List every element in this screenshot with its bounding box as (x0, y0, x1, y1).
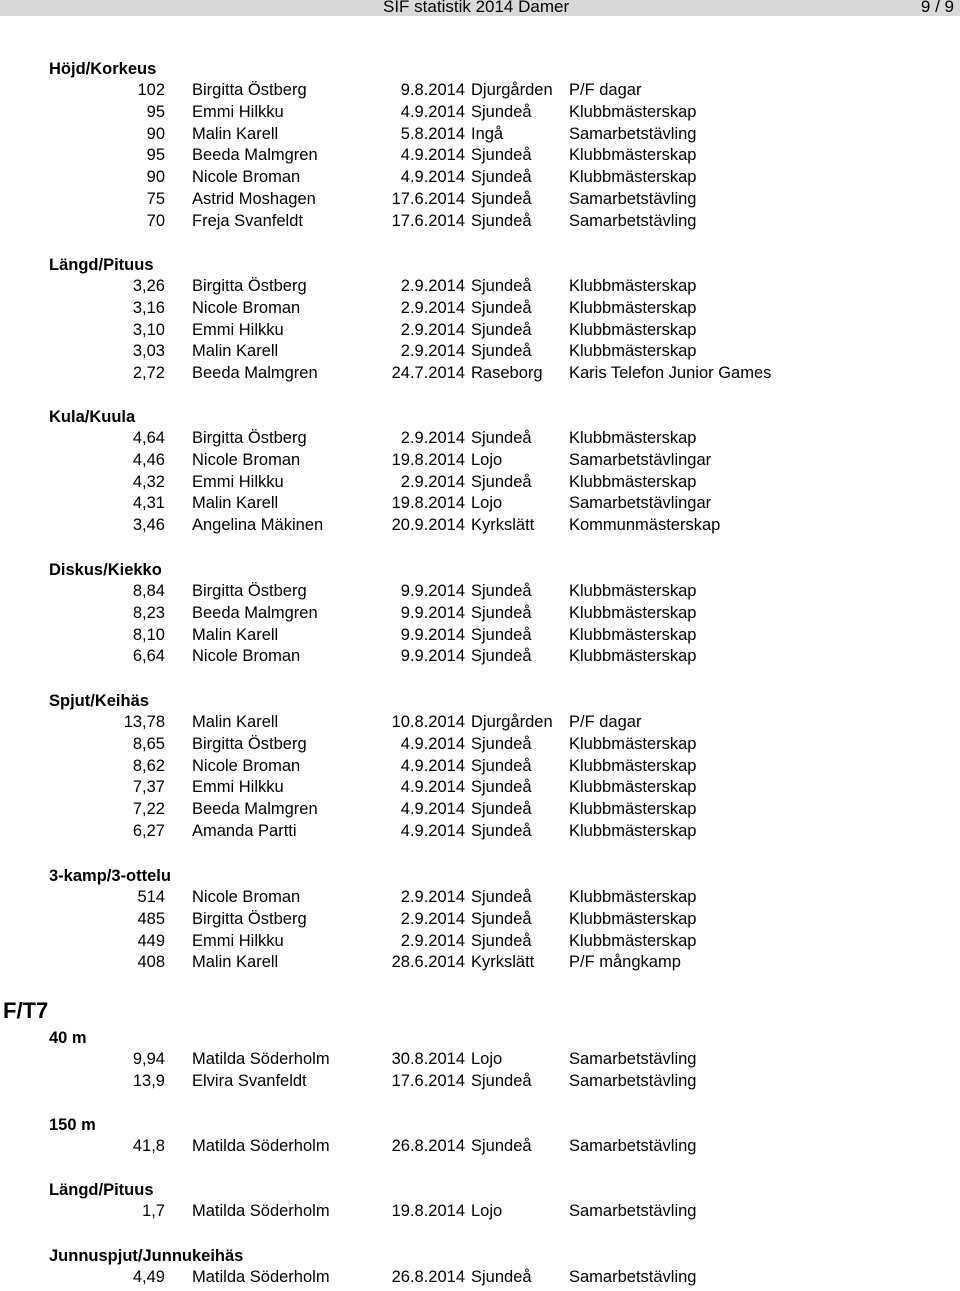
athlete-name: Birgitta Östberg (192, 734, 307, 753)
result-row (49, 167, 929, 189)
result-place: Lojo (471, 1050, 503, 1068)
result-place: Sjundeå (471, 734, 532, 753)
section (49, 690, 929, 843)
result-place: Sjundeå (471, 320, 532, 339)
event-name: Klubbmästerskap (569, 888, 697, 906)
result-place: Lojo (471, 494, 503, 513)
result-value: 8,62 (132, 756, 165, 775)
event-name: Samarbetstävling (569, 211, 697, 230)
result-value: 4,46 (132, 450, 165, 469)
section (49, 406, 929, 537)
section-title: 150 m (49, 1116, 96, 1134)
result-place: Sjundeå (471, 778, 532, 797)
result-place: Sjundeå (471, 298, 532, 317)
result-row (49, 298, 929, 320)
event-name: P/F mångkamp (569, 953, 681, 972)
athlete-name: Amanda Partti (192, 821, 297, 840)
event-name: Samarbetstävling (569, 1202, 697, 1220)
result-value: 4,64 (132, 429, 165, 447)
athlete-name: Angelina Mäkinen (192, 516, 324, 535)
athlete-name: Freja Svanfeldt (192, 211, 303, 230)
event-name: Samarbetstävling (569, 189, 697, 208)
result-date: 2.9.2014 (400, 298, 465, 317)
result-value: 485 (137, 909, 165, 928)
result-row (49, 276, 929, 298)
event-name: Klubbmästerskap (569, 102, 697, 121)
section (49, 58, 929, 233)
event-name: Samarbetstävling (569, 1137, 697, 1155)
athlete-name: Beeda Malmgren (192, 800, 318, 819)
result-date: 2.9.2014 (400, 909, 465, 928)
result-value: 3,16 (132, 298, 165, 317)
result-value: 41,8 (132, 1137, 165, 1155)
result-row (49, 931, 929, 953)
result-value: 6,64 (132, 647, 165, 666)
result-place: Lojo (471, 450, 503, 469)
athlete-name: Malin Karell (192, 342, 279, 361)
result-value: 3,46 (132, 516, 165, 535)
section (49, 1245, 929, 1289)
section (49, 1027, 929, 1093)
result-value: 95 (146, 102, 165, 121)
event-name: Klubbmästerskap (569, 647, 697, 666)
event-name: Samarbetstävlingar (569, 494, 712, 513)
result-value: 90 (146, 124, 165, 143)
result-row (49, 821, 929, 843)
event-name: Klubbmästerskap (569, 168, 697, 187)
result-date: 9.9.2014 (400, 582, 465, 600)
event-name: Samarbetstävling (569, 1071, 697, 1090)
result-date: 30.8.2014 (391, 1050, 465, 1068)
section-title: Diskus/Kiekko (49, 561, 162, 579)
section (49, 1114, 929, 1158)
athlete-name: Birgitta Östberg (192, 429, 307, 447)
athlete-name: Birgitta Östberg (192, 81, 307, 99)
section (49, 1179, 929, 1223)
result-date: 2.9.2014 (400, 320, 465, 339)
event-name: Klubbmästerskap (569, 603, 697, 622)
result-value: 8,65 (132, 734, 165, 753)
result-place: Kyrkslätt (471, 516, 535, 535)
event-name: Klubbmästerskap (569, 931, 697, 950)
result-place: Kyrkslätt (471, 953, 535, 972)
result-date: 19.8.2014 (391, 494, 465, 513)
section-title: 3-kamp/3-ottelu (49, 867, 171, 885)
section-title: 40 m (49, 1029, 87, 1047)
result-value: 75 (146, 189, 165, 208)
result-date: 10.8.2014 (391, 713, 465, 731)
result-row (49, 363, 929, 385)
result-value: 7,37 (132, 778, 165, 797)
result-value: 449 (137, 931, 165, 950)
result-date: 4.9.2014 (400, 734, 465, 753)
event-name: Klubbmästerskap (569, 778, 697, 797)
result-date: 9.9.2014 (400, 647, 465, 666)
result-row (49, 625, 929, 647)
athlete-name: Nicole Broman (192, 647, 301, 666)
event-name: Klubbmästerskap (569, 625, 697, 644)
result-date: 9.8.2014 (400, 81, 465, 99)
result-row (49, 581, 929, 603)
result-row (49, 80, 929, 102)
event-name: Samarbetstävlingar (569, 450, 712, 469)
result-row (49, 909, 929, 931)
result-place: Djurgården (471, 81, 553, 99)
result-row (49, 211, 929, 233)
athlete-name: Nicole Broman (192, 450, 301, 469)
section (49, 865, 929, 974)
page-number: 9 / 9 (920, 0, 954, 16)
result-date: 2.9.2014 (400, 888, 465, 906)
result-date: 28.6.2014 (391, 953, 465, 972)
event-name: Klubbmästerskap (569, 298, 697, 317)
result-date: 20.9.2014 (391, 516, 465, 535)
result-place: Sjundeå (471, 1268, 532, 1286)
result-date: 5.8.2014 (400, 124, 465, 143)
result-place: Sjundeå (471, 909, 532, 928)
result-place: Lojo (471, 1202, 503, 1220)
result-value: 4,31 (132, 494, 165, 513)
result-row (49, 145, 929, 167)
result-place: Sjundeå (471, 146, 532, 165)
athlete-name: Matilda Söderholm (192, 1268, 330, 1286)
result-value: 6,27 (132, 821, 165, 840)
result-place: Sjundeå (471, 1137, 532, 1155)
result-date: 26.8.2014 (391, 1137, 465, 1155)
result-place: Sjundeå (471, 102, 532, 121)
result-value: 7,22 (132, 800, 165, 819)
athlete-name: Emmi Hilkku (192, 102, 284, 121)
athlete-name: Nicole Broman (192, 888, 301, 906)
result-row (49, 124, 929, 146)
result-date: 4.9.2014 (400, 146, 465, 165)
result-place: Sjundeå (471, 582, 532, 600)
result-value: 70 (146, 211, 165, 230)
result-value: 408 (137, 953, 165, 972)
athlete-name: Beeda Malmgren (192, 146, 318, 165)
athlete-name: Emmi Hilkku (192, 931, 284, 950)
athlete-name: Emmi Hilkku (192, 320, 284, 339)
result-place: Sjundeå (471, 211, 532, 230)
result-date: 4.9.2014 (400, 821, 465, 840)
result-row (49, 734, 929, 756)
section-title: Kula/Kuula (49, 408, 136, 426)
athlete-name: Matilda Söderholm (192, 1137, 330, 1155)
result-row (49, 1267, 929, 1289)
result-value: 9,94 (132, 1050, 165, 1068)
result-row (49, 428, 929, 450)
event-name: Klubbmästerskap (569, 277, 697, 295)
result-value: 3,03 (132, 342, 165, 361)
event-name: Kommunmästerskap (569, 516, 721, 535)
event-name: Klubbmästerskap (569, 146, 697, 165)
result-row (49, 952, 929, 974)
athlete-name: Malin Karell (192, 953, 279, 972)
result-value: 4,49 (132, 1268, 165, 1286)
result-value: 95 (146, 146, 165, 165)
section-title: Spjut/Keihäs (49, 692, 149, 710)
section-title: Junnuspjut/Junnukeihäs (49, 1247, 244, 1265)
result-row (49, 646, 929, 668)
athlete-name: Malin Karell (192, 625, 279, 644)
athlete-name: Birgitta Östberg (192, 909, 307, 928)
result-date: 2.9.2014 (400, 472, 465, 491)
result-date: 17.6.2014 (391, 211, 465, 230)
result-value: 1,7 (142, 1202, 165, 1220)
event-name: Klubbmästerskap (569, 320, 697, 339)
result-place: Sjundeå (471, 625, 532, 644)
result-place: Ingå (471, 124, 504, 143)
result-place: Djurgården (471, 713, 553, 731)
result-value: 8,84 (132, 582, 165, 600)
page-header (0, 0, 960, 16)
result-row (49, 1136, 929, 1158)
group-label: F/T7 (3, 998, 49, 1023)
result-place: Sjundeå (471, 429, 532, 447)
athlete-name: Matilda Söderholm (192, 1050, 330, 1068)
result-date: 2.9.2014 (400, 429, 465, 447)
event-name: Samarbetstävling (569, 1050, 697, 1068)
event-name: Klubbmästerskap (569, 800, 697, 819)
result-date: 2.9.2014 (400, 342, 465, 361)
result-date: 17.6.2014 (391, 1071, 465, 1090)
result-date: 4.9.2014 (400, 168, 465, 187)
athlete-name: Emmi Hilkku (192, 778, 284, 797)
athlete-name: Birgitta Östberg (192, 277, 307, 295)
result-place: Sjundeå (471, 168, 532, 187)
result-value: 514 (137, 888, 165, 906)
result-row (49, 887, 929, 909)
result-value: 13,9 (132, 1071, 165, 1090)
event-name: Samarbetstävling (569, 1268, 697, 1286)
result-place: Sjundeå (471, 1071, 532, 1090)
section-title: Höjd/Korkeus (49, 60, 157, 78)
result-value: 2,72 (132, 364, 165, 383)
result-date: 4.9.2014 (400, 778, 465, 797)
event-name: Klubbmästerskap (569, 756, 697, 775)
result-place: Sjundeå (471, 800, 532, 819)
result-row (49, 341, 929, 363)
event-name: Klubbmästerskap (569, 909, 697, 928)
result-date: 24.7.2014 (391, 364, 465, 383)
result-date: 4.9.2014 (400, 102, 465, 121)
result-row (49, 799, 929, 821)
result-row (49, 1071, 929, 1093)
result-row (49, 493, 929, 515)
result-date: 26.8.2014 (391, 1268, 465, 1286)
result-date: 19.8.2014 (391, 450, 465, 469)
result-value: 102 (137, 81, 165, 99)
athlete-name: Emmi Hilkku (192, 472, 284, 491)
result-value: 8,23 (132, 603, 165, 622)
page-title: SIF statistik 2014 Damer (383, 0, 570, 16)
section-title: Längd/Pituus (49, 256, 154, 274)
result-value: 90 (146, 168, 165, 187)
result-row (49, 756, 929, 778)
result-date: 2.9.2014 (400, 931, 465, 950)
result-row (49, 1049, 929, 1071)
athlete-name: Elvira Svanfeldt (192, 1071, 307, 1090)
result-row (49, 472, 929, 494)
result-row (49, 450, 929, 472)
result-row (49, 102, 929, 124)
event-name: Klubbmästerskap (569, 821, 697, 840)
event-name: Klubbmästerskap (569, 429, 697, 447)
result-place: Sjundeå (471, 603, 532, 622)
event-name: Karis Telefon Junior Games (569, 364, 772, 383)
event-name: Klubbmästerskap (569, 582, 697, 600)
result-date: 9.9.2014 (400, 603, 465, 622)
result-date: 4.9.2014 (400, 800, 465, 819)
result-value: 8,10 (132, 625, 165, 644)
event-name: Klubbmästerskap (569, 342, 697, 361)
event-name: Klubbmästerskap (569, 472, 697, 491)
result-place: Sjundeå (471, 342, 532, 361)
athlete-name: Nicole Broman (192, 298, 301, 317)
athlete-name: Nicole Broman (192, 168, 301, 187)
section-title: Längd/Pituus (49, 1181, 154, 1199)
result-place: Raseborg (471, 364, 543, 383)
result-row (49, 320, 929, 342)
result-row (49, 712, 929, 734)
event-name: Samarbetstävling (569, 124, 697, 143)
athlete-name: Beeda Malmgren (192, 603, 318, 622)
event-name: P/F dagar (569, 713, 642, 731)
result-date: 19.8.2014 (391, 1202, 465, 1220)
athlete-name: Birgitta Östberg (192, 582, 307, 600)
section (49, 254, 929, 385)
result-value: 3,10 (132, 320, 165, 339)
athlete-name: Malin Karell (192, 494, 279, 513)
athlete-name: Nicole Broman (192, 756, 301, 775)
event-name: Klubbmästerskap (569, 734, 697, 753)
athlete-name: Malin Karell (192, 713, 279, 731)
result-row (49, 515, 929, 537)
result-place: Sjundeå (471, 756, 532, 775)
athlete-name: Beeda Malmgren (192, 364, 318, 383)
result-row (49, 603, 929, 625)
result-date: 17.6.2014 (391, 189, 465, 208)
result-row (49, 189, 929, 211)
result-place: Sjundeå (471, 931, 532, 950)
result-value: 13,78 (123, 713, 165, 731)
result-place: Sjundeå (471, 472, 532, 491)
result-place: Sjundeå (471, 888, 532, 906)
result-date: 9.9.2014 (400, 625, 465, 644)
result-value: 4,32 (132, 472, 165, 491)
athlete-name: Malin Karell (192, 124, 279, 143)
result-place: Sjundeå (471, 647, 532, 666)
event-name: P/F dagar (569, 81, 642, 99)
result-date: 2.9.2014 (400, 277, 465, 295)
athlete-name: Astrid Moshagen (192, 189, 316, 208)
result-date: 4.9.2014 (400, 756, 465, 775)
result-row (49, 1201, 929, 1223)
result-place: Sjundeå (471, 189, 532, 208)
section (49, 559, 929, 668)
athlete-name: Matilda Söderholm (192, 1202, 330, 1220)
result-place: Sjundeå (471, 821, 532, 840)
result-row (49, 777, 929, 799)
result-place: Sjundeå (471, 277, 532, 295)
result-value: 3,26 (132, 277, 165, 295)
